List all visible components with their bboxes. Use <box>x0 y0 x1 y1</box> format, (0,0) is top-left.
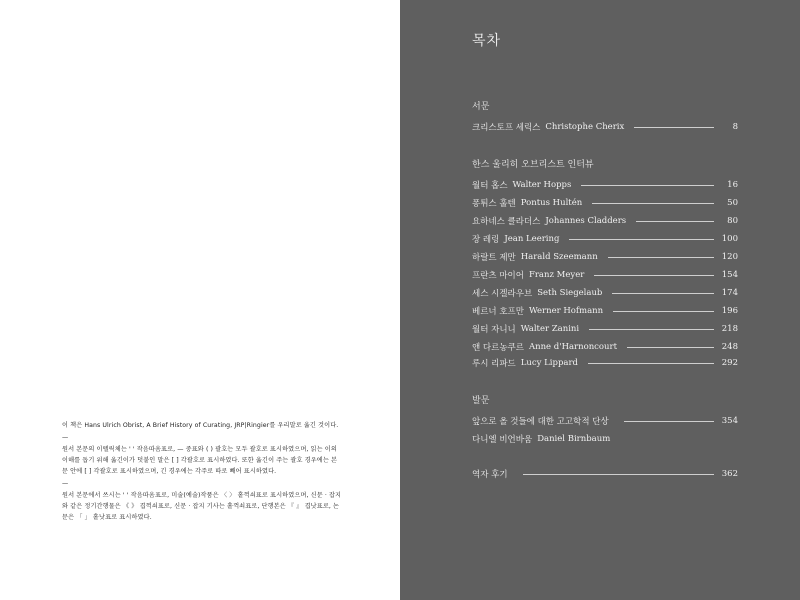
toc-entry-korean: 역자 후기 <box>472 470 508 480</box>
toc-page-number: 80 <box>727 216 738 226</box>
toc-leader-line <box>592 203 714 204</box>
toc-page-number: 100 <box>721 234 738 244</box>
toc-entry-english: Harald Szeemann <box>520 252 598 262</box>
toc-entry[interactable] <box>472 432 738 446</box>
toc-entry-korean: 루시 리파드 <box>472 359 516 369</box>
toc-page-number: 362 <box>721 469 738 479</box>
toc-entry[interactable] <box>472 196 738 210</box>
toc-entry-english: Johannes Cladders <box>545 216 627 226</box>
toc-leader-line <box>523 474 714 475</box>
toc-entry[interactable] <box>472 467 738 481</box>
toc-entry[interactable] <box>472 120 738 134</box>
colophon-separator: — <box>62 434 69 441</box>
toc-section-label: 서문 <box>472 102 490 112</box>
toc-entry-korean: 베르너 호프만 <box>472 307 524 317</box>
toc-entry[interactable] <box>472 340 738 354</box>
toc-entry-korean: 월터 자니니 <box>472 325 516 335</box>
toc-title: 목차 <box>472 33 502 49</box>
toc-leader-line <box>589 329 714 330</box>
toc-entry[interactable] <box>472 232 738 246</box>
toc-entry[interactable] <box>472 250 738 264</box>
toc-section-label: 한스 울리히 오브리스트 인터뷰 <box>472 160 594 170</box>
toc-entry[interactable] <box>472 414 738 428</box>
toc-entry-english: Walter Hopps <box>512 180 572 190</box>
toc-entry-english: Anne d'Harnoncourt <box>528 342 618 352</box>
toc-page-number: 196 <box>721 306 738 316</box>
toc-entry[interactable] <box>472 286 738 300</box>
colophon-separator: — <box>62 480 69 487</box>
toc-entry-korean: 크리스토프 세릭스 <box>472 123 541 133</box>
toc-leader-line <box>594 275 713 276</box>
toc-leader-line <box>636 221 714 222</box>
toc-entry-korean: 장 레링 <box>472 235 500 245</box>
toc-page-number: 354 <box>721 416 738 426</box>
toc-page-number: 174 <box>721 288 738 298</box>
toc-page-number: 292 <box>721 358 738 368</box>
colophon-notation-note: 원서 본문의 이텔릭체는 ' ' 작음따옴표로, — 중표와 ( ) 괄호는 모두 괄호로 표시하였으며, 읽는 이의 이해를 돕기 위해 옮긴이가 덧붙인 말은 [ ] 각괄호로 표시하였다. 또한 옮긴이 주는 괄호 경우에는 본문 안에 [ ] 각괄호로 표시하였으며, 긴 경우에는 각주로 따로 빼어 표시하였다. <box>62 446 338 475</box>
toc-section-label: 발문 <box>472 396 490 406</box>
toc-entry[interactable] <box>472 178 738 192</box>
toc-entry-korean: 하랄트 제만 <box>472 253 516 263</box>
toc-entry-korean: 요하네스 클라더스 <box>472 217 541 227</box>
toc-leader-line <box>588 363 714 364</box>
toc-page-number: 248 <box>721 342 738 352</box>
toc-entry-english: Pontus Hultén <box>520 198 583 208</box>
toc-entry-korean: 퐁튀스 훌텐 <box>472 199 516 209</box>
toc-entry[interactable] <box>472 268 738 282</box>
toc-entry-english: Daniel Birnbaum <box>537 434 611 444</box>
toc-entry-english: Werner Hofmann <box>528 306 604 316</box>
right-page <box>400 0 800 600</box>
toc-leader-line <box>581 185 714 186</box>
toc-entry-korean: 월터 홉스 <box>472 181 508 191</box>
toc-entry-korean: 앞으로 올 것들에 대한 고고학적 단상 <box>472 417 609 427</box>
toc-entry-korean: 세스 시겔라우브 <box>472 289 533 299</box>
toc-leader-line <box>634 127 714 128</box>
toc-page-number: 120 <box>721 252 738 262</box>
toc-leader-line <box>613 311 714 312</box>
toc-leader-line <box>627 347 714 348</box>
toc-entry-english: Seth Siegelaub <box>537 288 603 298</box>
toc-entry-english: Lucy Lippard <box>520 358 578 368</box>
toc-entry-korean: 프란츠 마이어 <box>472 271 524 281</box>
colophon-title-marks-note: 원서 본문에서 쓰시는 ' ' 작음따옴표로, 미술(예술)작품은 〈 〉 홑꺽쇠표로 표시하였으며, 신문 · 잡지와 같은 정기간행물은 《 》 겹꺽쇠표로, 신문 · 잡지 기사는 홑꺽쇠표로, 단행본은 『 』 겹낫표로, 논문은 「 」 홑낫표로 표시하였다. <box>62 492 342 521</box>
toc-entry-english: Jean Leering <box>504 234 560 244</box>
toc-page-number: 50 <box>727 198 738 208</box>
toc-leader-line <box>612 293 713 294</box>
toc-entry-korean: 다니엘 비언바움 <box>472 435 533 445</box>
toc-entry[interactable] <box>472 356 738 370</box>
toc-entry-english: Franz Meyer <box>528 270 585 280</box>
toc-entry-english: Walter Zanini <box>520 324 580 334</box>
toc-entry-korean: 앤 다르농쿠르 <box>472 343 524 353</box>
toc-page-number: 154 <box>721 270 738 280</box>
toc-leader-line <box>624 421 714 422</box>
colophon <box>62 420 342 523</box>
toc-page-number: 218 <box>721 324 738 334</box>
toc-page-number: 8 <box>732 122 738 132</box>
toc-leader-line <box>569 239 713 240</box>
toc-entry[interactable] <box>472 214 738 228</box>
toc-entry[interactable] <box>472 304 738 318</box>
toc-leader-line <box>608 257 714 258</box>
colophon-source-note: 이 책은 Hans Ulrich Obrist, A Brief History of Curating, JRP|Ringier를 우리말로 옮긴 것이다. <box>62 422 339 429</box>
toc-page-number: 16 <box>727 180 738 190</box>
toc-entry[interactable] <box>472 322 738 336</box>
toc-entry-english: Christophe Cherix <box>545 122 625 132</box>
